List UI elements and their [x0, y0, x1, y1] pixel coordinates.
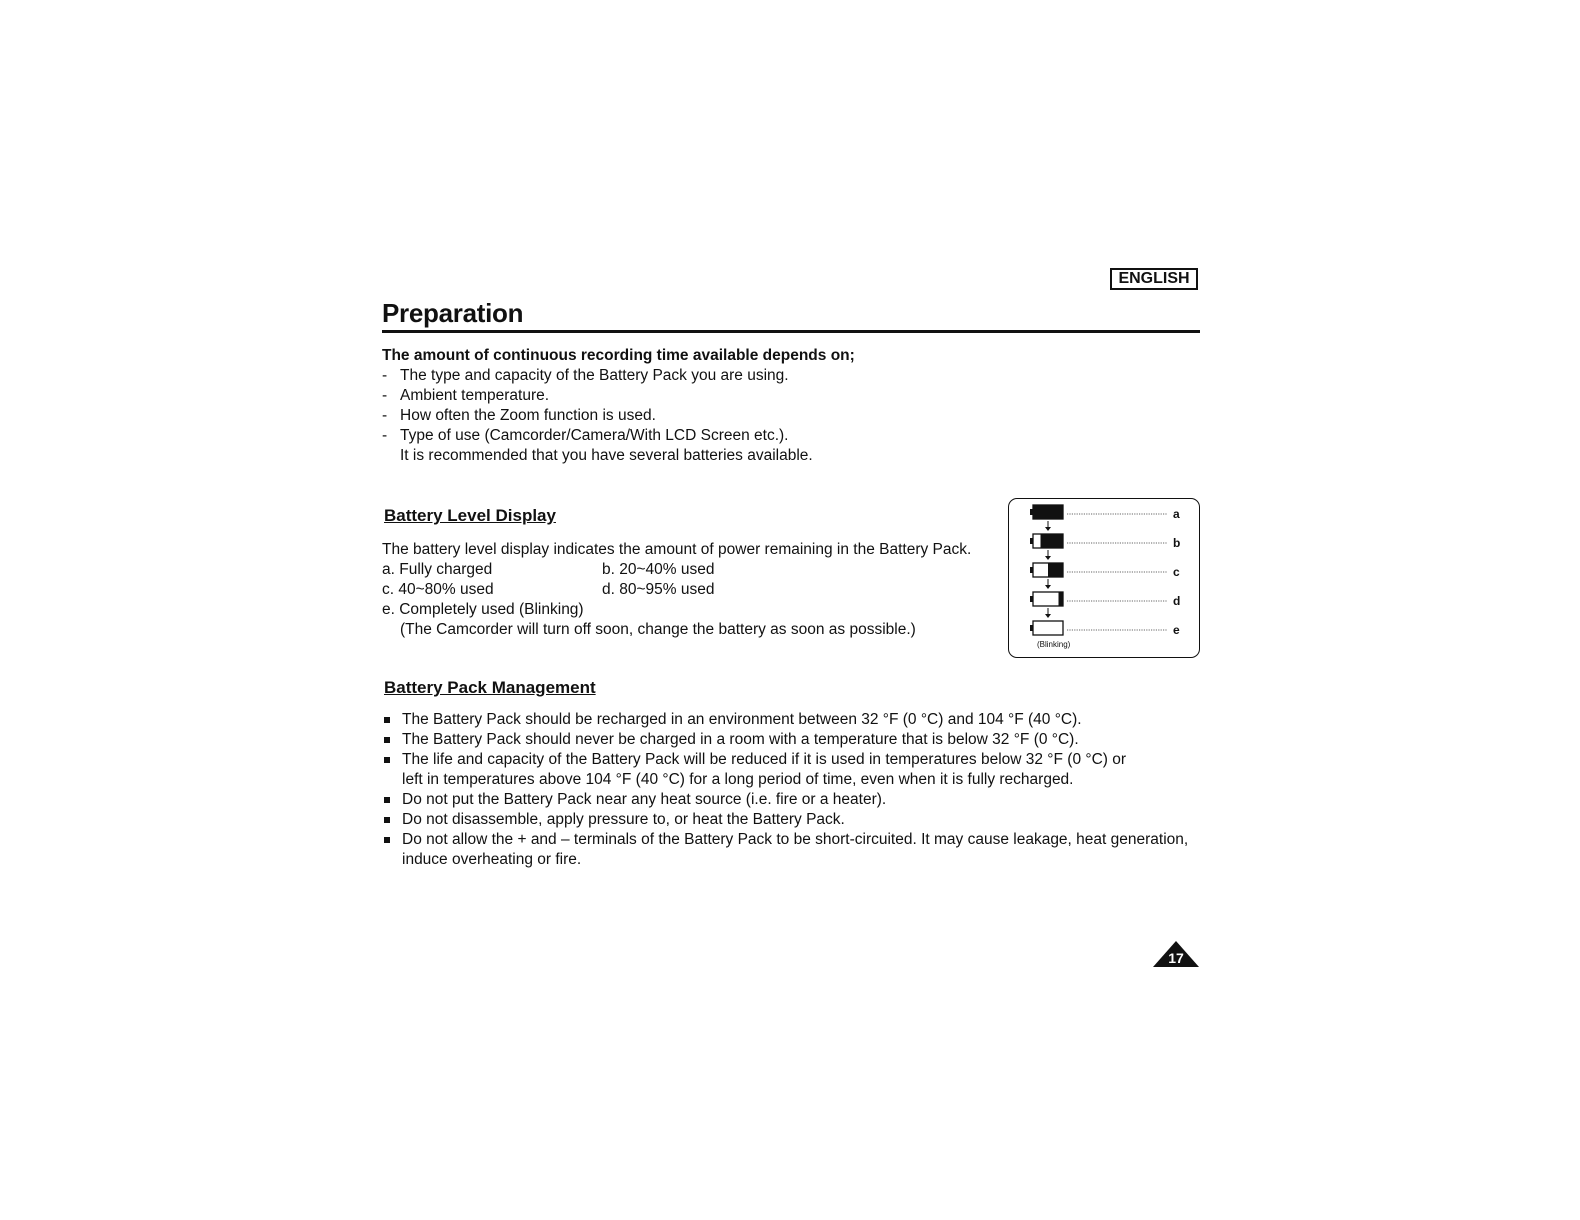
dash-marker: - [382, 407, 388, 424]
bullet-square [384, 757, 390, 763]
page-number: 17 [1168, 950, 1184, 966]
intro-item-text: How often the Zoom function is used. [400, 407, 656, 424]
management-bullet-text: The Battery Pack should be recharged in an environment between 32 °F (0 °C) and 104 °F (40 °C). [402, 711, 1082, 728]
battery-level-description: The battery level display indicates the amount of power remaining in the Battery Pack. [382, 541, 972, 558]
battery-fill [1048, 563, 1063, 577]
down-arrow-icon [1045, 585, 1051, 589]
page-title: Preparation [382, 298, 524, 328]
dash-marker: - [382, 367, 388, 384]
bullet-square [384, 717, 390, 723]
management-bullet-text: induce overheating or fire. [402, 851, 582, 868]
level-c-text: c. 40~80% used [382, 581, 494, 598]
down-arrow-icon [1045, 527, 1051, 531]
level-e-text: e. Completely used (Blinking) [382, 601, 584, 618]
management-heading: Battery Pack Management [384, 678, 596, 697]
management-bullet-text: Do not put the Battery Pack near any heat source (i.e. fire or a heater). [402, 791, 887, 808]
intro-item-text: Ambient temperature. [400, 387, 550, 404]
language-badge: ENGLISH [1110, 268, 1198, 290]
level-letter: b [1173, 536, 1181, 550]
bullet-square [384, 837, 390, 843]
battery-level-note: (The Camcorder will turn off soon, change the battery as soon as possible.) [400, 621, 916, 638]
down-arrow-icon [1045, 556, 1051, 560]
dash-marker: - [382, 387, 388, 404]
management-bullet-text: The Battery Pack should never be charged in a room with a temperature that is below 32 °F (0 °C). [402, 731, 1079, 748]
blinking-label: (Blinking) [1037, 640, 1071, 649]
level-letter: a [1173, 507, 1180, 521]
management-bullet-text: left in temperatures above 104 °F (40 °C) for a long period of time, even when it is fully recharged. [402, 771, 1074, 788]
battery-fill [1059, 592, 1064, 606]
level-letter: d [1173, 594, 1181, 608]
dash-marker: - [382, 427, 388, 444]
down-arrow-icon [1045, 614, 1051, 618]
level-a-text: a. Fully charged [382, 561, 493, 578]
battery-fill [1033, 505, 1063, 519]
level-d-text: d. 80~95% used [602, 581, 715, 598]
bullet-square [384, 797, 390, 803]
battery-level-svg [1009, 499, 1199, 657]
intro-item-text: Type of use (Camcorder/Camera/With LCD Screen etc.). [400, 427, 789, 444]
page-number-badge [1152, 940, 1200, 973]
intro-note: It is recommended that you have several batteries available. [400, 447, 813, 464]
battery-level-diagram [1008, 498, 1200, 658]
level-b-text: b. 20~40% used [602, 561, 715, 578]
battery-level-heading: Battery Level Display [384, 506, 556, 525]
page-number-triangle [1152, 940, 1200, 968]
intro-item-text: The type and capacity of the Battery Pack you are using. [400, 367, 789, 384]
title-rule [382, 330, 1200, 333]
management-bullet-text: Do not disassemble, apply pressure to, or heat the Battery Pack. [402, 811, 845, 828]
bullet-square [384, 737, 390, 743]
battery-icon [1033, 621, 1063, 635]
management-bullet-text: The life and capacity of the Battery Pack will be reduced if it is used in temperatures below 32 °F (0 °C) or [402, 751, 1127, 768]
battery-fill [1041, 534, 1064, 548]
level-letter: e [1173, 623, 1180, 637]
level-letter: c [1173, 565, 1180, 579]
bullet-square [384, 817, 390, 823]
management-bullet-text: Do not allow the + and – terminals of the Battery Pack to be short-circuited. It may cause leakage, heat generation, [402, 831, 1189, 848]
intro-heading: The amount of continuous recording time available depends on; [382, 347, 855, 364]
